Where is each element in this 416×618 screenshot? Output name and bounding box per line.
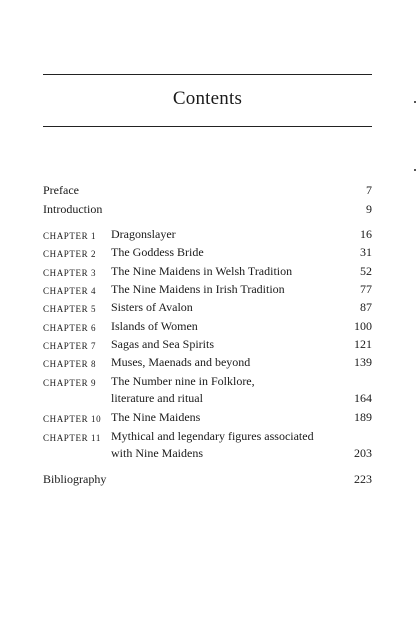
toc-entry-chapter-6[interactable] — [43, 319, 372, 337]
entry-page-number: 100 — [354, 319, 372, 333]
chapter-label: CHAPTER 2 — [43, 249, 97, 259]
chapter-label: CHAPTER 6 — [43, 323, 97, 333]
chapter-title — [111, 374, 255, 405]
entry-page-number: 203 — [354, 446, 372, 460]
toc-entry-chapter-4[interactable] — [43, 282, 372, 300]
chapter-title: The Nine Maidens in Irish Tradition — [111, 282, 285, 296]
chapter-title: The Nine Maidens — [111, 410, 201, 424]
toc-entry-chapter-7[interactable] — [43, 337, 372, 355]
chapter-title: The Nine Maidens in Welsh Tradition — [111, 264, 293, 278]
entry-page-number: 189 — [354, 410, 372, 424]
chapter-title-line-2: literature and ritual — [111, 391, 203, 405]
chapter-title: Sisters of Avalon — [111, 300, 193, 314]
chapter-label: CHAPTER 5 — [43, 304, 97, 314]
chapter-title: Dragonslayer — [111, 227, 176, 241]
chapter-label: CHAPTER 8 — [43, 359, 97, 369]
chapter-title: Islands of Women — [111, 319, 198, 333]
entry-page-number: 16 — [360, 227, 372, 241]
entry-page-number: 31 — [360, 245, 372, 259]
top-rule — [43, 74, 372, 75]
chapter-title-line-2: with Nine Maidens — [111, 446, 203, 460]
toc-entry-chapter-2[interactable] — [43, 245, 372, 263]
entry-page-number: 9 — [366, 202, 372, 216]
entry-page-number: 121 — [354, 337, 372, 351]
entry-page-number: 77 — [360, 282, 372, 296]
entry-title: Introduction — [43, 202, 103, 216]
entry-title: Preface — [43, 183, 79, 197]
entry-page-number: 87 — [360, 300, 372, 314]
toc-entry-bibliography[interactable] — [43, 472, 372, 490]
chapter-label: CHAPTER 11 — [43, 433, 101, 443]
chapter-label: CHAPTER 1 — [43, 231, 97, 241]
toc-entry-chapter-9[interactable] — [43, 374, 372, 410]
page-title: Contents — [172, 88, 243, 109]
toc-entry-chapter-8[interactable] — [43, 355, 372, 373]
toc-entry-preface[interactable] — [43, 183, 372, 201]
toc-entry-chapter-11[interactable] — [43, 429, 372, 465]
entry-title: Bibliography — [43, 472, 107, 486]
chapter-title-line-1: The Number nine in Folklore, — [111, 374, 255, 388]
toc-entry-chapter-1[interactable] — [43, 227, 372, 245]
chapter-label: CHAPTER 10 — [43, 414, 102, 424]
entry-page-number: 164 — [354, 391, 372, 405]
toc-entry-chapter-10[interactable] — [43, 410, 372, 428]
chapter-title: Muses, Maenads and beyond — [111, 355, 251, 369]
entry-page-number: 7 — [366, 183, 372, 197]
chapter-title: The Goddess Bride — [111, 245, 204, 259]
toc-entry-introduction[interactable] — [43, 202, 372, 220]
entry-page-number: 52 — [360, 264, 372, 278]
bottom-rule — [43, 126, 372, 127]
entry-page-number: 139 — [354, 355, 372, 369]
entry-page-number: 223 — [354, 472, 372, 486]
chapter-title — [111, 429, 314, 460]
chapter-label: CHAPTER 7 — [43, 341, 97, 351]
toc-entry-chapter-3[interactable] — [43, 264, 372, 282]
chapter-label: CHAPTER 9 — [43, 378, 97, 388]
chapter-label: CHAPTER 4 — [43, 286, 97, 296]
toc-entry-chapter-5[interactable] — [43, 300, 372, 318]
chapter-label: CHAPTER 3 — [43, 268, 97, 278]
chapter-title-line-1: Mythical and legendary figures associated — [111, 429, 314, 443]
chapter-title: Sagas and Sea Spirits — [111, 337, 214, 351]
